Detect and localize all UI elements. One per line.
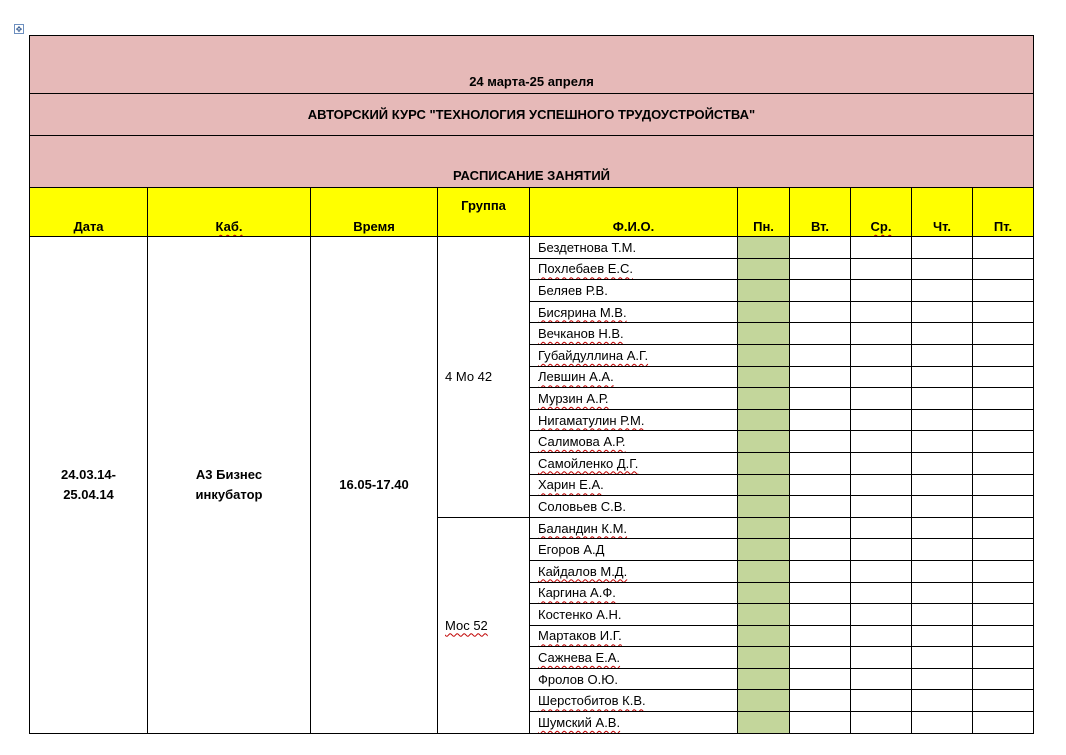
student-name-cell — [530, 668, 738, 690]
student-name-cell — [530, 517, 738, 539]
student-name: Кайдалов М.Д. — [538, 563, 628, 579]
student-name-cell — [530, 452, 738, 474]
attendance-tue-cell[interactable] — [790, 668, 851, 690]
student-name: Похлебаев Е.С. — [538, 261, 634, 277]
move-cross-icon: ✥ — [15, 25, 23, 34]
attendance-fri-cell[interactable] — [973, 560, 1034, 582]
attendance-fri-cell[interactable] — [973, 647, 1034, 669]
student-name: Харин Е.А. — [538, 477, 604, 493]
attendance-mon-cell[interactable] — [738, 582, 790, 604]
attendance-tue-cell[interactable] — [790, 560, 851, 582]
attendance-fri-cell[interactable] — [973, 258, 1034, 280]
attendance-thu-cell[interactable] — [912, 539, 973, 561]
attendance-mon-cell[interactable] — [738, 712, 790, 734]
attendance-fri-cell[interactable] — [973, 625, 1034, 647]
session-time: 16.05-17.40 — [311, 237, 438, 734]
attendance-thu-cell[interactable] — [912, 452, 973, 474]
attendance-mon-cell[interactable] — [738, 431, 790, 453]
header-room-text: Каб. — [215, 219, 243, 234]
group-cell — [438, 237, 530, 518]
title-schedule: РАСПИСАНИЕ ЗАНЯТИЙ — [30, 136, 1034, 188]
attendance-thu-cell[interactable] — [912, 690, 973, 712]
header-wed — [851, 188, 912, 237]
student-name-cell — [530, 280, 738, 302]
attendance-tue-cell[interactable] — [790, 474, 851, 496]
attendance-wed-cell[interactable] — [851, 366, 912, 388]
attendance-fri-cell[interactable] — [973, 604, 1034, 626]
attendance-tue-cell[interactable] — [790, 409, 851, 431]
attendance-tue-cell[interactable] — [790, 582, 851, 604]
attendance-wed-cell[interactable] — [851, 431, 912, 453]
attendance-wed-cell[interactable] — [851, 690, 912, 712]
attendance-tue-cell[interactable] — [790, 366, 851, 388]
attendance-wed-cell[interactable] — [851, 237, 912, 259]
attendance-wed-cell[interactable] — [851, 582, 912, 604]
attendance-fri-cell[interactable] — [973, 280, 1034, 302]
student-name-cell — [530, 582, 738, 604]
attendance-tue-cell[interactable] — [790, 690, 851, 712]
attendance-wed-cell[interactable] — [851, 625, 912, 647]
attendance-mon-cell[interactable] — [738, 452, 790, 474]
attendance-mon-cell[interactable] — [738, 323, 790, 345]
attendance-mon-cell[interactable] — [738, 237, 790, 259]
attendance-thu-cell[interactable] — [912, 668, 973, 690]
attendance-mon-cell[interactable] — [738, 280, 790, 302]
attendance-thu-cell[interactable] — [912, 366, 973, 388]
attendance-wed-cell[interactable] — [851, 280, 912, 302]
student-name-cell — [530, 474, 738, 496]
attendance-wed-cell[interactable] — [851, 452, 912, 474]
attendance-thu-cell[interactable] — [912, 388, 973, 410]
attendance-thu-cell[interactable] — [912, 625, 973, 647]
attendance-tue-cell[interactable] — [790, 323, 851, 345]
attendance-tue-cell[interactable] — [790, 344, 851, 366]
attendance-fri-cell[interactable] — [973, 237, 1034, 259]
attendance-mon-cell[interactable] — [738, 625, 790, 647]
attendance-tue-cell[interactable] — [790, 431, 851, 453]
attendance-wed-cell[interactable] — [851, 560, 912, 582]
attendance-thu-cell[interactable] — [912, 323, 973, 345]
attendance-fri-cell[interactable] — [973, 344, 1034, 366]
attendance-tue-cell[interactable] — [790, 388, 851, 410]
attendance-thu-cell[interactable] — [912, 301, 973, 323]
attendance-wed-cell[interactable] — [851, 409, 912, 431]
attendance-tue-cell[interactable] — [790, 625, 851, 647]
student-name: Вечканов Н.В. — [538, 326, 624, 342]
attendance-wed-cell[interactable] — [851, 258, 912, 280]
student-name: Губайдуллина А.Г. — [538, 347, 649, 363]
header-thu: Чт. — [912, 188, 973, 237]
student-name-cell — [530, 237, 738, 259]
attendance-wed-cell[interactable] — [851, 712, 912, 734]
attendance-mon-cell[interactable] — [738, 344, 790, 366]
attendance-thu-cell[interactable] — [912, 496, 973, 518]
schedule-table — [29, 35, 1034, 734]
header-fio: Ф.И.О. — [530, 188, 738, 237]
attendance-thu-cell[interactable] — [912, 712, 973, 734]
student-name: Егоров А.Д — [538, 542, 605, 558]
title-dates: 24 марта-25 апреля — [30, 36, 1034, 94]
attendance-thu-cell[interactable] — [912, 409, 973, 431]
student-name: Каргина А.Ф. — [538, 585, 616, 601]
attendance-tue-cell[interactable] — [790, 647, 851, 669]
attendance-tue-cell[interactable] — [790, 452, 851, 474]
student-name: Нигаматулин Р.М. — [538, 412, 645, 428]
table-move-handle[interactable] — [14, 24, 24, 34]
attendance-fri-cell[interactable] — [973, 690, 1034, 712]
attendance-fri-cell[interactable] — [973, 539, 1034, 561]
student-name: Соловьев С.В. — [538, 498, 627, 514]
header-time: Время — [311, 188, 438, 237]
student-name-cell — [530, 625, 738, 647]
student-name: Шерстобитов К.В. — [538, 693, 646, 709]
student-name-cell — [530, 388, 738, 410]
student-name-cell — [530, 323, 738, 345]
attendance-mon-cell[interactable] — [738, 560, 790, 582]
student-name: Мурзин А.Р. — [538, 390, 609, 406]
student-name: Бисярина М.В. — [538, 304, 627, 320]
attendance-wed-cell[interactable] — [851, 647, 912, 669]
header-date: Дата — [30, 188, 148, 237]
attendance-mon-cell[interactable] — [738, 474, 790, 496]
attendance-wed-cell[interactable] — [851, 323, 912, 345]
attendance-mon-cell[interactable] — [738, 604, 790, 626]
attendance-wed-cell[interactable] — [851, 388, 912, 410]
group-name: 4 Мо 42 — [445, 369, 493, 385]
attendance-thu-cell[interactable] — [912, 237, 973, 259]
header-tue: Вт. — [790, 188, 851, 237]
attendance-fri-cell[interactable] — [973, 388, 1034, 410]
student-name: Беляев Р.В. — [538, 282, 608, 298]
header-fri: Пт. — [973, 188, 1034, 237]
header-room — [148, 188, 311, 237]
attendance-fri-cell[interactable] — [973, 323, 1034, 345]
attendance-mon-cell[interactable] — [738, 409, 790, 431]
attendance-tue-cell[interactable] — [790, 237, 851, 259]
attendance-thu-cell[interactable] — [912, 280, 973, 302]
attendance-mon-cell[interactable] — [738, 517, 790, 539]
attendance-thu-cell[interactable] — [912, 474, 973, 496]
attendance-wed-cell[interactable] — [851, 604, 912, 626]
attendance-fri-cell[interactable] — [973, 517, 1034, 539]
student-name-cell — [530, 712, 738, 734]
student-name: Костенко А.Н. — [538, 606, 622, 622]
attendance-tue-cell[interactable] — [790, 258, 851, 280]
attendance-fri-cell[interactable] — [973, 474, 1034, 496]
student-name-cell — [530, 409, 738, 431]
attendance-tue-cell[interactable] — [790, 712, 851, 734]
attendance-mon-cell[interactable] — [738, 539, 790, 561]
title-course: АВТОРСКИЙ КУРС "ТЕХНОЛОГИЯ УСПЕШНОГО ТРУДОУСТРОЙСТВА" — [30, 94, 1034, 136]
attendance-tue-cell[interactable] — [790, 604, 851, 626]
attendance-tue-cell[interactable] — [790, 496, 851, 518]
attendance-fri-cell[interactable] — [973, 366, 1034, 388]
student-name-cell — [530, 431, 738, 453]
attendance-tue-cell[interactable] — [790, 539, 851, 561]
attendance-fri-cell[interactable] — [973, 431, 1034, 453]
student-name: Бездетнова Т.М. — [538, 239, 637, 255]
attendance-thu-cell[interactable] — [912, 604, 973, 626]
attendance-tue-cell[interactable] — [790, 280, 851, 302]
attendance-thu-cell[interactable] — [912, 344, 973, 366]
attendance-mon-cell[interactable] — [738, 388, 790, 410]
attendance-mon-cell[interactable] — [738, 366, 790, 388]
student-name-cell — [530, 301, 738, 323]
attendance-fri-cell[interactable] — [973, 496, 1034, 518]
student-name-cell — [530, 539, 738, 561]
student-name: Сажнева Е.А. — [538, 650, 621, 666]
attendance-wed-cell[interactable] — [851, 539, 912, 561]
header-group: Группа — [438, 188, 530, 237]
student-name: Шумский А.В. — [538, 714, 621, 730]
student-name: Баландин К.М. — [538, 520, 628, 536]
student-name-cell — [530, 604, 738, 626]
session-date: 24.03.14- 25.04.14 — [30, 237, 148, 734]
attendance-thu-cell[interactable] — [912, 258, 973, 280]
student-name-cell — [530, 258, 738, 280]
student-name-cell — [530, 647, 738, 669]
attendance-wed-cell[interactable] — [851, 496, 912, 518]
attendance-mon-cell[interactable] — [738, 668, 790, 690]
student-name: Мартаков И.Г. — [538, 628, 622, 644]
attendance-fri-cell[interactable] — [973, 582, 1034, 604]
student-name-cell — [530, 344, 738, 366]
attendance-fri-cell[interactable] — [973, 301, 1034, 323]
attendance-mon-cell[interactable] — [738, 690, 790, 712]
student-name: Левшин А.А. — [538, 369, 614, 385]
attendance-fri-cell[interactable] — [973, 712, 1034, 734]
group-name: Мос 52 — [445, 617, 488, 633]
attendance-mon-cell[interactable] — [738, 647, 790, 669]
attendance-thu-cell[interactable] — [912, 517, 973, 539]
student-name-cell — [530, 690, 738, 712]
session-room: А3 Бизнес инкубатор — [148, 237, 311, 734]
attendance-fri-cell[interactable] — [973, 409, 1034, 431]
attendance-wed-cell[interactable] — [851, 668, 912, 690]
header-wed-text: Ср. — [870, 219, 892, 234]
attendance-wed-cell[interactable] — [851, 517, 912, 539]
attendance-tue-cell[interactable] — [790, 517, 851, 539]
attendance-fri-cell[interactable] — [973, 668, 1034, 690]
attendance-mon-cell[interactable] — [738, 496, 790, 518]
attendance-wed-cell[interactable] — [851, 301, 912, 323]
student-name: Фролов О.Ю. — [538, 671, 619, 687]
attendance-wed-cell[interactable] — [851, 344, 912, 366]
student-name: Салимова А.Р. — [538, 434, 626, 450]
attendance-mon-cell[interactable] — [738, 301, 790, 323]
student-name-cell — [530, 496, 738, 518]
attendance-thu-cell[interactable] — [912, 647, 973, 669]
attendance-tue-cell[interactable] — [790, 301, 851, 323]
student-name-cell — [530, 366, 738, 388]
header-mon: Пн. — [738, 188, 790, 237]
student-name-cell — [530, 560, 738, 582]
attendance-thu-cell[interactable] — [912, 431, 973, 453]
attendance-wed-cell[interactable] — [851, 474, 912, 496]
table-row — [30, 237, 1034, 259]
group-cell — [438, 517, 530, 733]
attendance-thu-cell[interactable] — [912, 560, 973, 582]
attendance-mon-cell[interactable] — [738, 258, 790, 280]
student-name: Самойленко Д.Г. — [538, 455, 639, 471]
attendance-fri-cell[interactable] — [973, 452, 1034, 474]
attendance-thu-cell[interactable] — [912, 582, 973, 604]
